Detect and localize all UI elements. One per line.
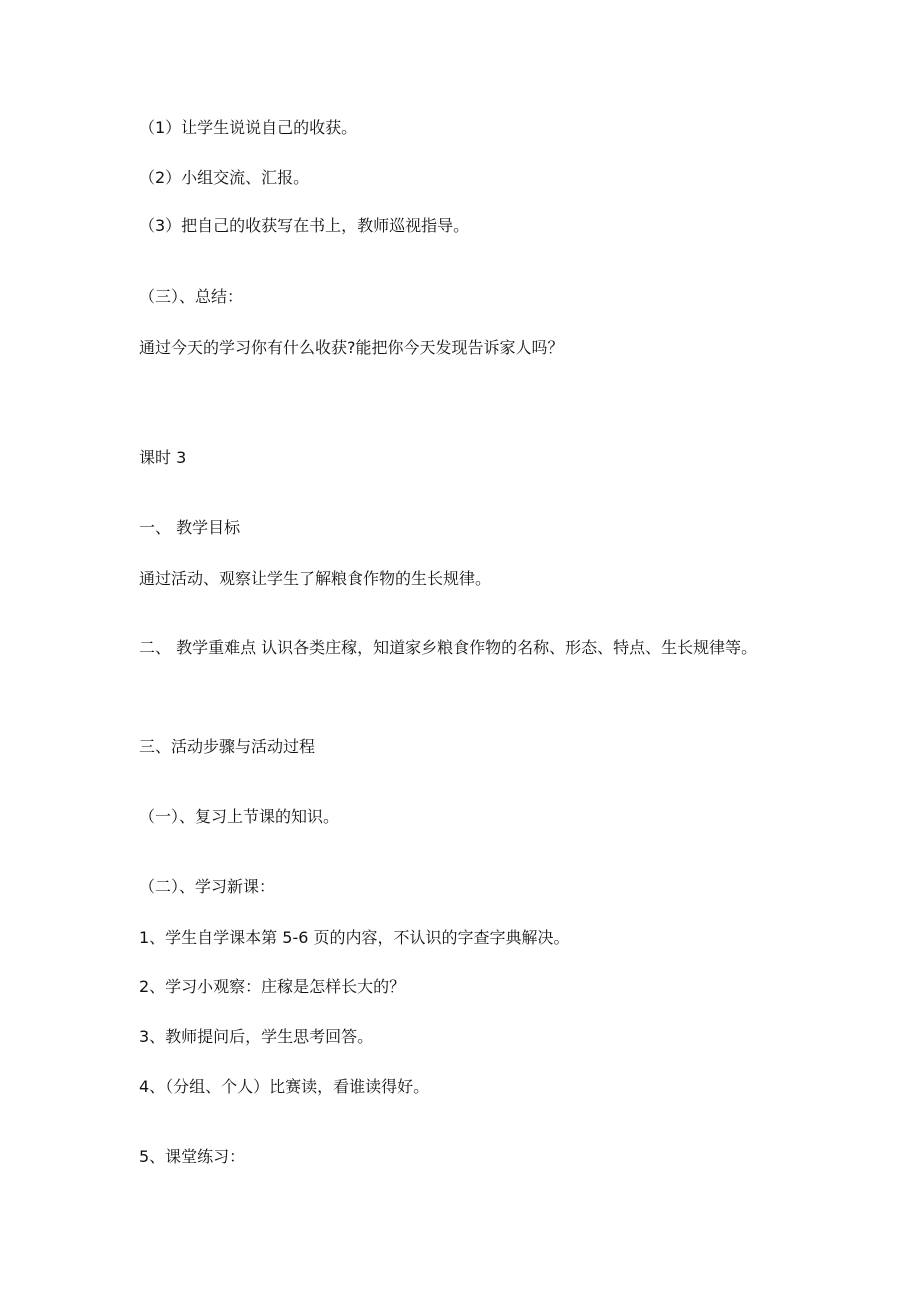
paragraph-teaching-goals: 通过活动、观察让学生了解粮食作物的生长规律。 bbox=[139, 569, 492, 588]
list-item-reading-contest: 4、（分组、个人）比赛读，看谁读得好。 bbox=[139, 1077, 430, 1096]
list-item-self-study: 1、学生自学课本第 5-6 页的内容，不认识的字查字典解决。 bbox=[139, 928, 570, 947]
list-item-observation: 2、学习小观察：庄稼是怎样长大的？ bbox=[139, 977, 406, 996]
list-item-questions: 3、教师提问后，学生思考回答。 bbox=[139, 1027, 374, 1046]
paragraph-summary-question: 通过今天的学习你有什么收获?能把你今天发现告诉家人吗？ bbox=[139, 338, 564, 357]
list-item-practice: 5、课堂练习： bbox=[139, 1147, 246, 1166]
heading-teaching-goals: 一、 教学目标 bbox=[139, 518, 241, 537]
paragraph-key-difficulties: 二、 教学重难点 认识各类庄稼，知道家乡粮食作物的名称、形态、特点、生长规律等。 bbox=[139, 638, 758, 657]
lesson-title: 课时 3 bbox=[139, 448, 187, 467]
paragraph-group-report: （2）小组交流、汇报。 bbox=[139, 168, 310, 187]
paragraph-write-in-book: （3）把自己的收获写在书上，教师巡视指导。 bbox=[139, 216, 470, 235]
heading-activity-steps: 三、活动步骤与活动过程 bbox=[139, 737, 316, 756]
section-summary-heading: （三）、总结： bbox=[139, 287, 244, 306]
paragraph-student-share: （1）让学生说说自己的收获。 bbox=[139, 118, 358, 137]
step-review: （一）、复习上节课的知识。 bbox=[139, 807, 340, 826]
step-new-lesson-heading: （二）、学习新课： bbox=[139, 877, 276, 896]
